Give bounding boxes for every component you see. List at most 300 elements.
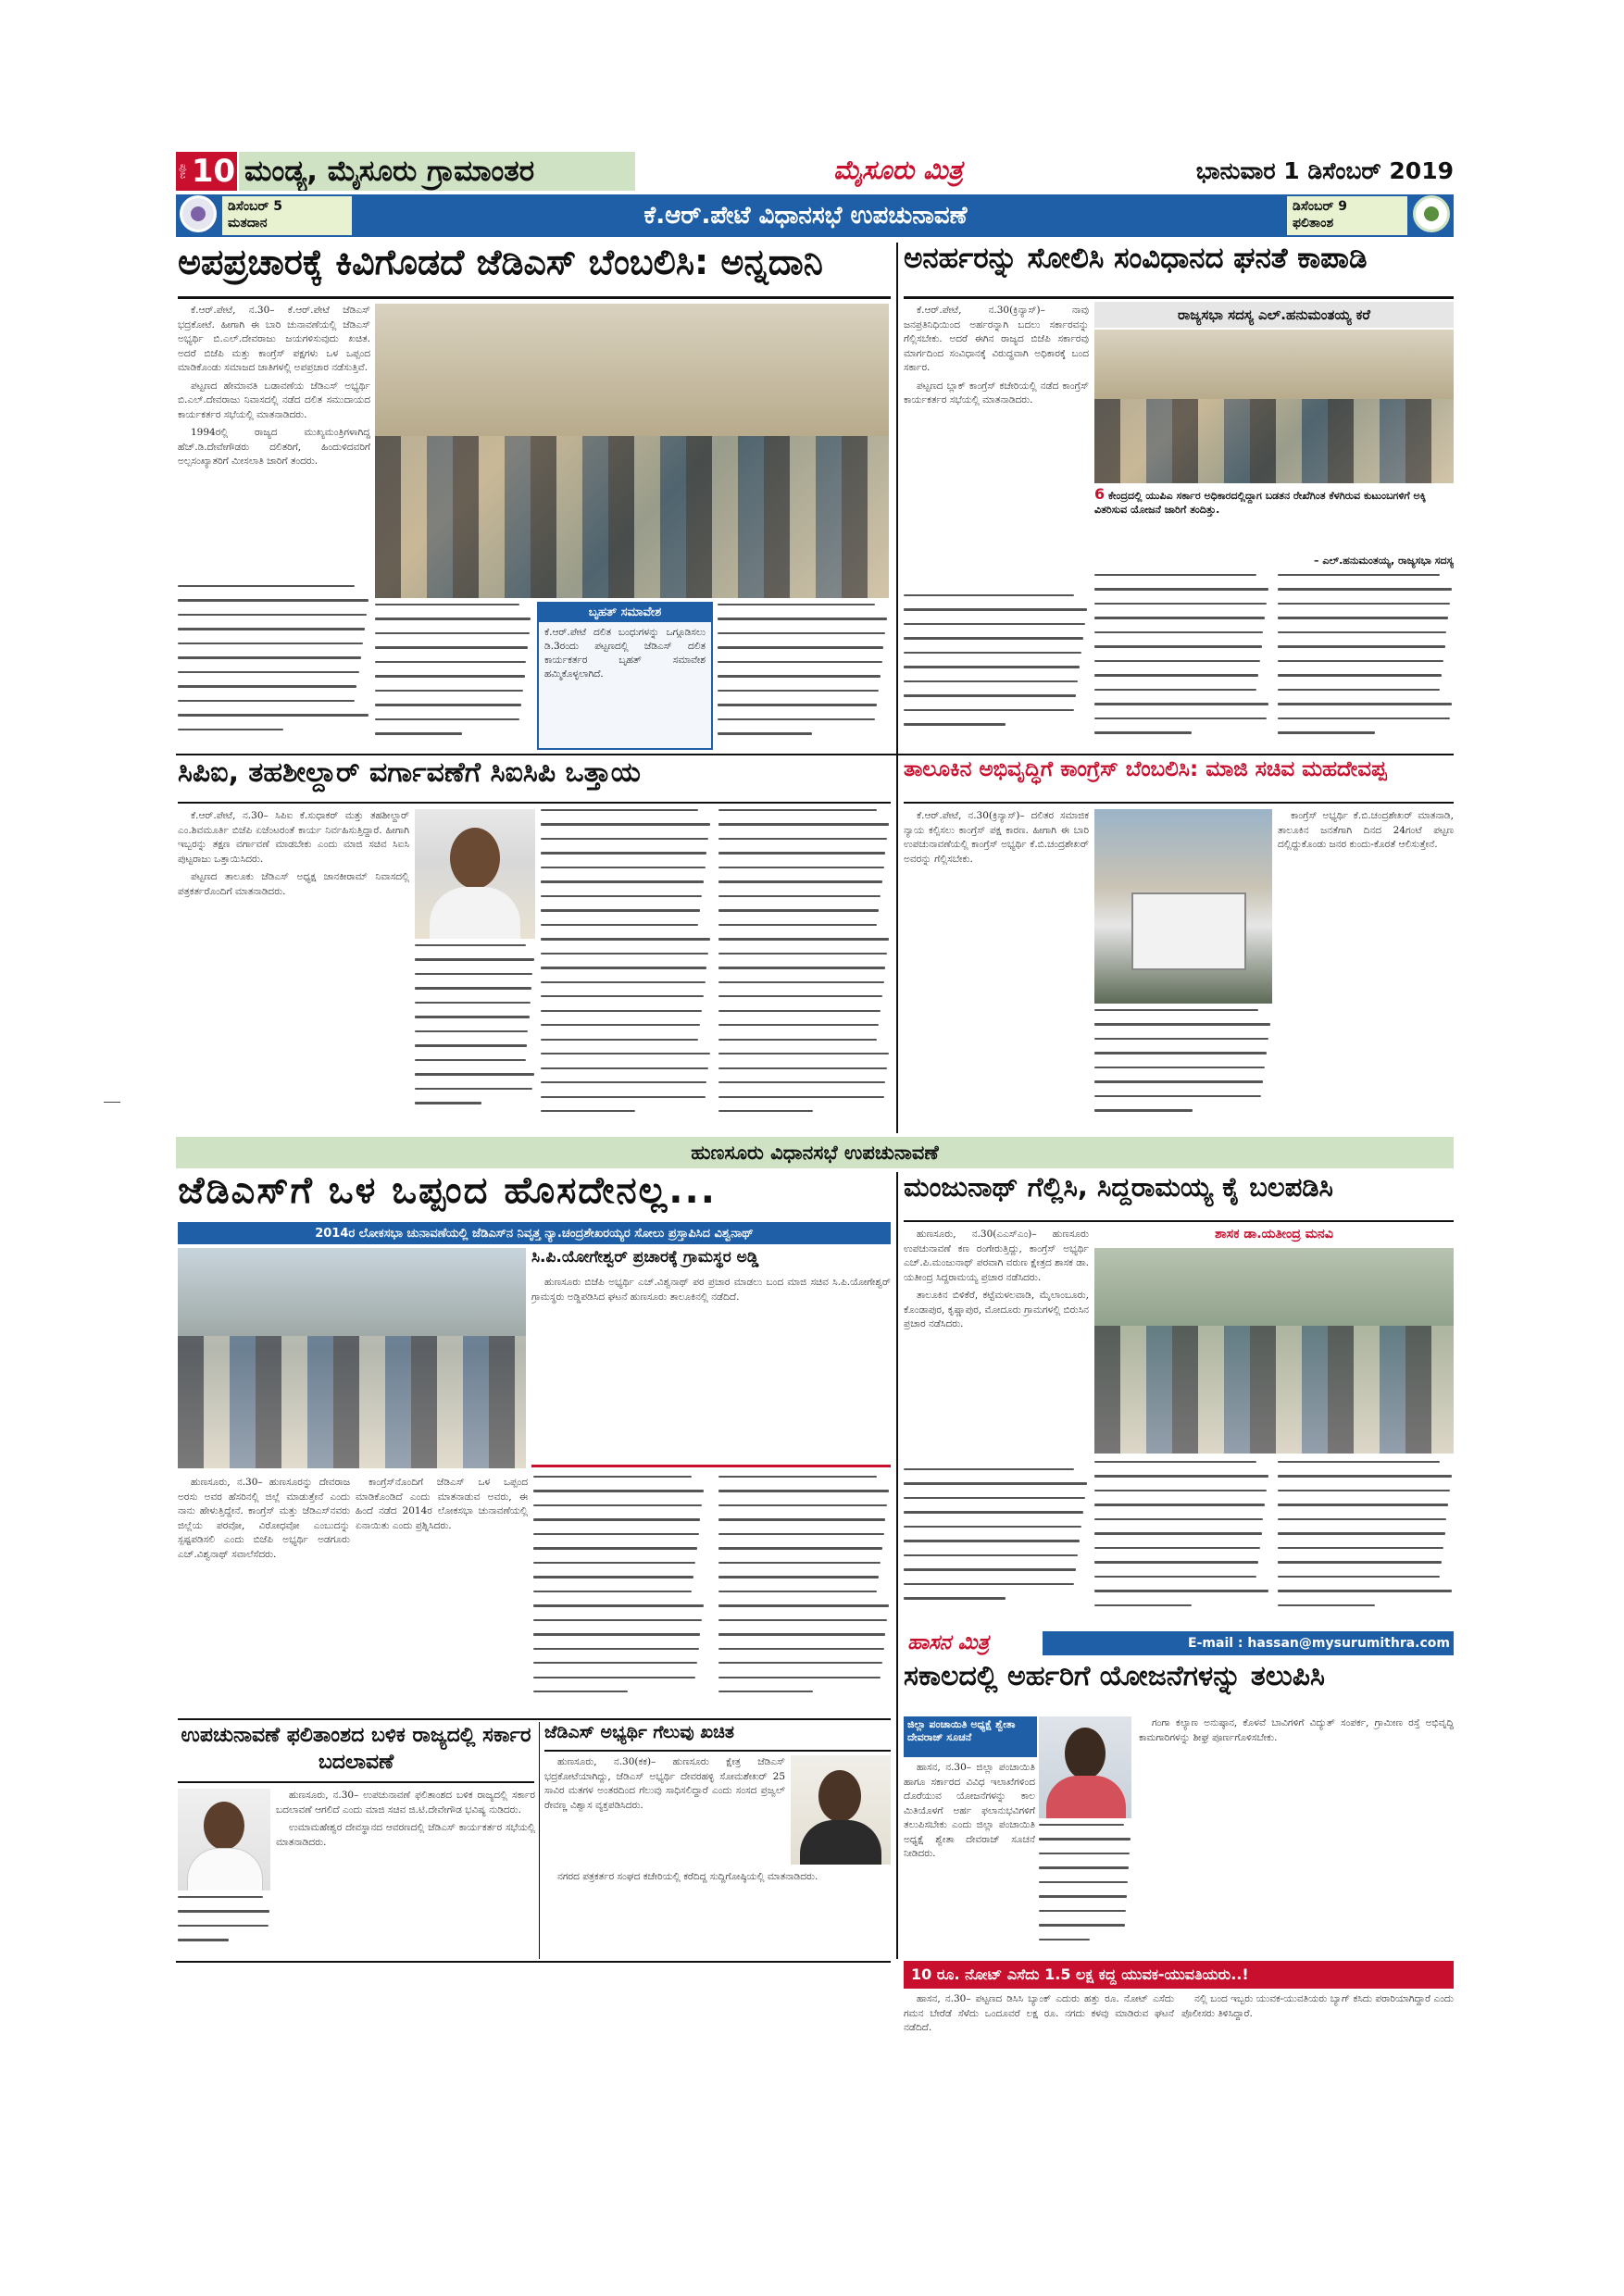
text-line [1278,731,1375,733]
text-line [904,709,1074,711]
text-line [1094,1095,1261,1097]
text-line [718,1010,881,1012]
text-line [904,1597,1006,1599]
text-line [904,680,1078,682]
story4-headline: ತಾಲೂಕಿನ ಅಭಿವೃದ್ಧಿಗೆ ಕಾಂಗ್ರೆಸ್ ಬೆಂಬಲಿಸಿ: ಮಾಜಿ ಸಚಿವ ಮಹದೇವಪ್ಪ [904,759,1387,781]
portrait-body [430,887,520,939]
text-line [1278,703,1452,705]
portrait-body [1046,1776,1126,1818]
text-line [541,909,700,911]
story6-para-1: ಹುಣಸೂರು, ನ.30(ಎಎಸ್‌ಎಂ)– ಹುಣಸೂರು ಉಪಚುನಾವಣೆ ಕಣ ರಂಗೇರುತ್ತಿದ್ದು, ಕಾಂಗ್ರೆಸ್ ಅಭ್ಯರ್ಥಿ ಎಚ್.ಪಿ.ಮಂಜುನಾಥ್ ಪರವಾಗಿ ವರುಣ ಕ್ಷೇತ್ರದ ಶಾಸಕ ಡಾ. ಯತೀಂದ್ರ ಸಿದ್ದರಾಮಯ್ಯ ಪ್ರಚಾರ ನಡೆಸಿದರು. [904,1229,1089,1283]
text-line [718,981,884,983]
text-line [904,1497,1085,1499]
page-number: 10 [191,153,236,190]
text-line [375,632,530,634]
text-line [1278,689,1440,691]
column-divider-mid [896,755,898,1133]
story7-8-divider [539,1722,540,1959]
hunsur-band: ಹುಣಸೂರು ವಿಧಾನಸಭೆ ಉಪಚುನಾವಣೆ [176,1137,1454,1168]
story4-body-col3 [1278,809,1454,1129]
text-line [718,1490,889,1491]
story2-para-2: ಪಟ್ಟಣದ ಬ್ಲಾಕ್ ಕಾಂಗ್ರೆಸ್ ಕಚೇರಿಯಲ್ಲಿ ನಡೆದ ಕಾಂಗ್ರೆಸ್ ಕಾರ್ಯಕರ್ತರ ಸಭೆಯಲ್ಲಿ ಮಾತನಾಡಿದರು. [904,380,1089,406]
story7-headline-box [178,1722,534,1779]
text-line [718,1476,877,1478]
text-line [178,599,369,601]
story2-caption-author: – ಎಲ್.ಹನುಮಂತಯ್ಯ, ರಾಜ್ಯಸಭಾ ಸದಸ್ಯ [1314,555,1454,567]
portrait-head [818,1770,861,1822]
story6-kicker: ಶಾಸಕ ಡಾ.ಯತೀಂದ್ರ ಮನವಿ [1215,1228,1333,1242]
hassan-brief-headline: 10 ರೂ. ನೋಟ್ ಎಸೆದು 1.5 ಲಕ್ಷ ಕದ್ದ ಯುವಕ-ಯುವತಿಯರು..! [904,1961,1454,1989]
story5-photo [178,1248,526,1468]
text-line [1039,1824,1124,1826]
text-line [718,1604,889,1606]
section-rule-2 [176,754,1454,755]
text-line [541,880,704,882]
story5-strap: 2014ರ ಲೋಕಸಭಾ ಚುನಾವಣೆಯಲ್ಲಿ ಜೆಡಿಎಸ್‌ನ ನಿವೃತ್ತ ನ್ಯಾ.ಚಂದ್ರಶೇಖರಯ್ಯರ ಸೋಲು ಪ್ರಸ್ತಾಪಿಸಿದ ವಿಶ್ವನಾಥ್ [178,1222,891,1244]
story1-text-col3 [718,604,889,747]
text-line [1094,731,1192,733]
text-line [541,1039,698,1041]
text-line [718,967,885,968]
text-line [1094,1490,1267,1491]
text-line [541,852,706,854]
hassan-brief-body-2 [1181,1992,1454,2118]
text-line [1094,617,1265,618]
story4-text-col2 [1094,1009,1272,1129]
text-line [1094,1576,1256,1578]
story7-para-2: ಉಮಾಮಹೇಶ್ವರ ದೇವಸ್ಥಾನದ ಆವರಣದಲ್ಲಿ ಜೆಡಿಎಸ್ ಕಾರ್ಯಕರ್ತರ ಸಭೆಯಲ್ಲಿ ಮಾತನಾಡಿದರು. [276,1822,535,1848]
text-line [718,995,882,997]
text-line [718,604,875,605]
result-badge [1413,195,1450,232]
text-line [178,671,359,673]
caption-marker: 6 [1094,487,1106,503]
story8-body-2 [544,1870,891,1955]
story8-headline: ಜೆಡಿಎಸ್ ಅಭ್ಯರ್ಥಿ ಗೆಲುವು ಖಚಿತ [544,1724,734,1742]
text-line [1278,674,1442,676]
story2-caption [1094,487,1454,554]
text-line [375,690,523,692]
story2-photo [1094,330,1454,483]
text-line [1278,645,1445,647]
text-line [718,1067,887,1069]
story7-body [276,1789,535,1955]
text-line [718,895,881,897]
text-line [1094,645,1262,647]
story5-sub-body [531,1276,891,1457]
text-line [1039,1895,1127,1897]
text-line [1278,631,1446,633]
text-line [718,1677,881,1678]
text-line [1094,588,1268,590]
story7-headline: ಉಪಚುನಾವಣೆ ಫಲಿತಾಂಶದ ಬಳಿಕ ರಾಜ್ಯದಲ್ಲಿ ಸರ್ಕಾರ ಬದಲಾವಣೆ [181,1724,531,1774]
text-line [718,661,882,663]
text-line [533,1591,692,1592]
story5-sub-text: ಹುಣಸೂರು ಬಿಜೆಪಿ ಅಭ್ಯರ್ಥಿ ಎಚ್.ವಿಶ್ವನಾಥ್ ಪರ ಪ್ರಚಾರ ಮಾಡಲು ಬಂದ ಮಾಜಿ ಸಚಿವ ಸಿ.ಪಿ.ಯೋಗೇಶ್ವರ್ ಗ್ರಾಮಸ್ಥರು ಅಡ್ಡಿಪಡಿಸಿದ ಘಟನೆ ಹುಣಸೂರು ತಾಲೂಕಿನಲ್ಲಿ ನಡೆದಿದೆ. [531,1277,891,1303]
section-rule-4 [178,1718,891,1720]
portrait-head [450,828,500,889]
text-line [718,1619,887,1621]
text-line [375,618,531,619]
text-line [1278,660,1443,662]
text-line [533,1691,628,1692]
text-line [415,1044,527,1046]
text-line [718,909,879,911]
text-line [415,1059,526,1061]
text-line [1278,1590,1452,1591]
story2-text-col1-cont [904,594,1089,747]
text-line [1278,1532,1445,1534]
text-line [541,967,706,968]
text-line [375,732,462,734]
text-line [1278,1518,1446,1520]
text-line [904,623,1085,625]
portrait-body [187,1848,263,1890]
hassan-kicker: ಜಿಲ್ಲಾ ಪಂಚಾಯಿತಿ ಅಧ್ಯಕ್ಷೆ ಶ್ವೇತಾ ದೇವರಾಜ್ ಸೂಚನೆ [907,1718,1016,1743]
text-line [1278,1490,1450,1491]
text-line [1094,574,1256,576]
vehicle-shape [1131,892,1246,970]
story2-para-1: ಕೆ.ಆರ್.ಪೇಟೆ, ನ.30(ಕ್ರಿನ್ಯಾಸ್)– ನಾವು ಜನಪ್ರತಿನಿಧಿಯಿಂದ ಅರ್ಹರನ್ನಾಗಿ ಬದಲು ಸರ್ಕಾರವನ್ನು ಗೆಲ್ಲಿಸಬೇಕು. ಅದರೆ ಈಗಿನ ರಾಜ್ಯದ ಬಿಜೆಪಿ ಸರ್ಕಾರವು ಮಾರ್ಗದಿಂದ ಸಂವಿಧಾನಕ್ಕೆ ವಿರುದ್ಧವಾಗಿ ಅಧಿಕಾರಕ್ಕೆ ಬಂದ ಸರ್ಕಾರ. [904,305,1089,373]
hassan-text-col2 [1039,1824,1131,1955]
text-line [1094,1561,1258,1563]
story5-body-col2 [356,1476,528,1716]
text-line [1094,703,1268,705]
story3-para-1: ಕೆ.ಆರ್.ಪೇಟೆ, ನ.30– ಸಿಪಿಐ ಕೆ.ಸುಧಾಕರ್ ಮತ್ತು ತಹಶೀಲ್ದಾರ್ ಎಂ.ಶಿವಮೂರ್ತಿ ಬಿಜೆಪಿ ಏಜೆಂಟರಂತೆ ಕಾರ್ಯ ನಿರ್ವಹಿಸುತ್ತಿದ್ದಾರೆ. ಹೀಗಾಗಿ ಇಬ್ಬರನ್ನು ತಕ್ಷಣ ವರ್ಗಾವಣೆ ಮಾಡಬೇಕು ಎಂದು ಮಾಜಿ ಸಚಿವ ಸಿಐಸಿ ಪುಟ್ಟರಾಜು ಒತ್ತಾಯಿಸಿದರು. [178,810,409,865]
story2-rule [904,296,1454,299]
text-line [1039,1838,1131,1840]
text-line [1094,1052,1267,1054]
text-line [375,604,519,605]
text-line [1094,718,1267,719]
story1-body [178,304,370,581]
text-line [533,1562,695,1564]
text-line [1278,1504,1448,1505]
text-line [718,938,889,940]
text-line [533,1476,692,1478]
text-line [1094,674,1258,676]
text-line [1278,617,1448,618]
story2-text-col3 [1278,574,1454,748]
text-line [718,704,877,705]
text-line [1039,1924,1125,1926]
story6-text-col2 [1094,1461,1270,1626]
text-line [718,1504,887,1506]
story8-para-2: ನಗರದ ಪತ್ರಕರ್ತರ ಸಂಘದ ಕಚೇರಿಯಲ್ಲಿ ಕರೆದಿದ್ದ ಸುದ್ದಿಗೋಷ್ಠಿಯಲ್ಲಿ ಮಾತನಾಡಿದರು. [557,1871,818,1882]
text-line [1039,1910,1126,1912]
text-line [1094,1475,1268,1477]
text-line [415,1102,481,1104]
text-line [718,1633,885,1635]
story1-text-col2 [375,604,532,747]
bottom-rule [176,1961,891,1963]
text-line [541,981,706,983]
story5-sub-rule [531,1465,891,1467]
text-line [178,700,355,702]
section-title: ಮಂಡ್ಯ, ಮೈಸೂರು ಗ್ರಾಮಾಂತರ [239,152,635,191]
story5-text-col3 [533,1476,706,1712]
text-line [1039,1853,1130,1854]
text-line [541,809,698,811]
text-line [533,1619,702,1621]
text-line [1094,1038,1268,1040]
text-line [718,732,812,734]
story6-body [904,1228,1089,1464]
story1-para-3: 1994ರಲ್ಲಿ ರಾಜ್ಯದ ಮುಖ್ಯಮಂತ್ರಿಗಳಾಗಿದ್ದ ಹೆಚ್.ಡಿ.ದೇವೇಗೌಡರು ದಲಿತರಿಗೆ, ಹಿಂದುಳಿದವರಿಗೆ ಅಲ್ಪಸಂಖ್ಯಾತರಿಗೆ ಮೀಸಲಾತಿ ಜಾರಿಗೆ ತಂದರು. [178,427,370,467]
text-line [904,1526,1081,1528]
text-line [1094,631,1263,633]
text-line [1094,1080,1263,1082]
text-line [1278,1576,1440,1578]
crop-mark [104,1102,120,1103]
text-line [1039,1866,1129,1868]
story2-caption-text: ಕೇಂದ್ರದಲ್ಲಿ ಯುಪಿಎ ಸರ್ಕಾರ ಅಧಿಕಾರದಲ್ಲಿದ್ದಾಗ ಬಡತನ ರೇಖೆಗಿಂತ ಕೆಳಗಿರುವ ಕುಟುಂಬಗಳಿಗೆ ಅಕ್ಕಿ ವಿತರಿಸುವ ಯೋಜನೆ ಜಾರಿಗೆ ತಂದಿತ್ತು. [1094,490,1426,516]
text-line [718,690,879,692]
text-line [904,1540,1080,1541]
text-line [718,1547,882,1549]
story3-text-col4 [718,809,891,1129]
story6-headline: ಮಂಜುನಾಥ್ ಗೆಲ್ಲಿಸಿ, ಸಿದ್ದರಾಮಯ್ಯ ಕೈ ಬಲಪಡಿಸಿ [904,1174,1333,1203]
text-line [718,1533,884,1535]
portrait-head [1065,1728,1106,1779]
issue-date: ಭಾನುವಾರ 1 ಡಿಸೆಂಬರ್ 2019 [1195,157,1454,184]
story6-rule [904,1220,1454,1222]
story5-para-1: ಹುಣಸೂರು, ನ.30– ಹುಣಸೂರನ್ನು ದೇವರಾಜ ಅರಸು ಅವರ ಹೆಸರಿನಲ್ಲಿ ಜಿಲ್ಲೆ ಮಾಡುತ್ತೇನೆ ಎಂದು ನಾನು ಹೇಳುತ್ತಿದ್ದೇನೆ. ಕಾಂಗ್ರೆಸ್ ಮತ್ತು ಜೆಡಿಎಸ್‌ನವರು ಜಿಲ್ಲೆಯ ಪರವೋ, ವಿರೋಧವೋ ಎಂಬುದನ್ನು ಸ್ಪಷ್ಟಪಡಿಸಲಿ ಎಂದು ಬಿಜೆಪಿ ಅಭ್ಯರ್ಥಿ ಅಡಗೂರು ಎಚ್.ವಿಶ್ವನಾಥ್ ಸವಾಲೆಸೆದರು. [178,1477,350,1560]
election-band-title: ಕೆ.ಆರ್.ಪೇಟೆ ವಿಧಾನಸಭೆ ಉಪಚುನಾವಣೆ [643,202,968,230]
story4-para-2: ಕಾಂಗ್ರೆಸ್ ಅಭ್ಯರ್ಥಿ ಕೆ.ಬಿ.ಚಂದ್ರಶೇಖರ್ ಮಾತನಾಡಿ, ತಾಲೂಕಿನ ಜನತೆಗಾಗಿ ದಿನದ 24ಗಂಟೆ ಪಟ್ಟಣ ದಲ್ಲಿದ್ದುಕೊಂಡು ಜನರ ಕುಂದು-ಕೊರತೆ ಆಲಿಸುತ್ತೇನೆ. [1278,810,1454,850]
text-line [375,661,526,663]
text-line [718,1110,813,1112]
text-line [541,1096,706,1098]
text-line [718,718,875,720]
hassan-para-1: ಹಾಸನ, ನ.30– ಜಿಲ್ಲಾ ಪಂಚಾಯಿತಿ ಹಾಗೂ ಸರ್ಕಾರದ ವಿವಿಧ ಇಲಾಖೆಗಳಿಂದ ದೊರೆಯುವ ಯೋಜನೆಗಳನ್ನು ಕಾಲ ಮಿತಿಯೊಳಗೆ ಅರ್ಹ ಫಲಾನುಭವಿಗಳಿಗೆ ತಲುಪಿಸಬೇಕು ಎಂದು ಜಿಲ್ಲಾ ಪಂಚಾಯಿತಿ ಅಧ್ಯಕ್ಷೆ ಶ್ವೇತಾ ದೇವರಾಜ್ ಸೂಚನೆ ನೀಡಿದರು. [904,1762,1035,1859]
result-label: ಫಲಿತಾಂಶ [1293,216,1334,231]
story1-para-2: ಪಟ್ಟಣದ ಹೇಮಾವತಿ ಬಡಾವಣೆಯ ಜೆಡಿಎಸ್ ಅಭ್ಯರ್ಥಿ ಬಿ.ಎಲ್.ದೇವರಾಜು ನಿವಾಸದಲ್ಲಿ ನಡೆದ ದಲಿತ ಸಮುದಾಯದ ಕಾರ್ಯಕರ್ತರ ಸಭೆಯಲ್ಲಿ ಮಾತನಾಡಿದರು. [178,380,370,420]
text-line [1278,1547,1443,1549]
text-line [1094,689,1256,691]
story1-para-1: ಕೆ.ಆರ್.ಪೇಟೆ, ನ.30– ಕೆ.ಆರ್.ಪೇಟೆ ಜೆಡಿಎಸ್ ಭದ್ರಕೋಟೆ. ಹೀಗಾಗಿ ಈ ಬಾರಿ ಚುನಾವಣೆಯಲ್ಲಿ ಜೆಡಿಎಸ್ ಅಭ್ಯರ್ಥಿ ಬಿ.ಎಲ್.ದೇವರಾಜು ಜಯಗಳಿಸುವುದು ಖಚಿತ. ಅದರೆ ಬಿಜೆಪಿ ಮತ್ತು ಕಾಂಗ್ರೆಸ್ ಪಕ್ಷಗಳು ಒಳ ಒಪ್ಪಂದ ಮಾಡಿಕೊಂಡು ಸಮಾಜದ ಜಾತಿಗಳಲ್ಲಿ ಅಪಪ್ರಚಾರ ನಡೆಸುತ್ತಿವೆ. [178,305,370,373]
text-line [1278,603,1450,605]
text-line [1278,1461,1440,1463]
text-line [904,1468,1074,1470]
poll-label: ಮತದಾನ [228,216,268,231]
text-line [375,704,521,705]
text-line [415,1088,532,1090]
text-line [375,675,525,677]
text-line [718,1024,879,1026]
text-line [533,1677,695,1678]
hassan-headline: ಸಕಾಲದಲ್ಲಿ ಅರ್ಹರಿಗೆ ಯೋಜನೆಗಳನ್ನು ತಲುಪಿಸಿ [904,1663,1325,1692]
story1-box-text: ಕೆ.ಆರ್.ಪೇಟೆ ದಲಿತ ಬಂಧುಗಳನ್ನು ಒಗ್ಗೂಡಿಸಲು ಡಿ.3ರಂದು ಪಟ್ಟಣದಲ್ಲಿ ಜೆಡಿಎಸ್ ದಲಿತ ಕಾರ್ಯಕರ್ತರ ಬೃಹತ್ ಸಮಾವೇಶ ಹಮ್ಮಿಕೊಳ್ಳಲಾಗಿದೆ. [544,627,706,680]
text-line [1278,1604,1375,1606]
text-line [541,895,702,897]
text-line [533,1490,704,1491]
text-line [178,614,367,616]
text-line [718,618,887,619]
text-line [541,1110,635,1112]
text-line [533,1633,700,1635]
story8-portrait [791,1755,891,1865]
story5-body [178,1476,350,1716]
text-line [718,632,885,634]
text-line [415,987,531,989]
text-line [1094,1504,1265,1505]
story3-body [178,809,409,1129]
text-line [718,1662,882,1664]
text-line [415,1073,534,1075]
text-line [718,880,882,882]
text-line [718,1081,885,1083]
text-line [375,646,528,648]
text-line [904,1511,1083,1513]
story5-text-col4 [718,1476,891,1712]
hassan-brand: ಹಾಸನ ಮಿತ್ರ [904,1629,1043,1657]
hassan-kicker-box [904,1716,1037,1757]
text-line [415,944,526,946]
text-line [541,867,706,868]
story6-photo [1094,1248,1454,1454]
text-line [415,958,534,960]
text-line [415,973,532,975]
text-line [541,1067,708,1069]
text-line [718,924,877,926]
hassan-body [904,1761,1035,1957]
text-line [718,1518,885,1520]
story3-para-2: ಪಟ್ಟಣದ ತಾಲೂಕು ಜೆಡಿಎಸ್ ಅಧ್ಯಕ್ಷ ಜಾನಕೀರಾಮ್ ನಿವಾಸದಲ್ಲಿ ಪತ್ರಕರ್ತರೊಂದಿಗೆ ಮಾತನಾಡಿದರು. [178,871,409,897]
portrait-body [800,1820,881,1865]
text-line [533,1547,697,1549]
story6-text-col3 [1278,1461,1454,1626]
text-line [1094,603,1267,605]
hassan-body-col3 [1139,1716,1454,1955]
story1-rule [178,296,891,299]
text-line [1278,718,1450,719]
story8-para-1: ಹುಣಸೂರು, ನ.30(ಕಕ)– ಹುಣಸೂರು ಕ್ಷೇತ್ರ ಜೆಡಿಎಸ್ ಭದ್ರಕೋಟೆಯಾಗಿದ್ದು, ಜೆಡಿಎಸ್ ಅಭ್ಯರ್ಥಿ ದೇವರಹಳ್ಳಿ ಸೋಮಶೇಖರ್ 25 ಸಾವಿರ ಮತಗಳ ಅಂತರದಿಂದ ಗೆಲುವು ಸಾಧಿಸಲಿದ್ದಾರೆ ಎಂದು ಸಂಸದ ಪ್ರಜ್ವಲ್ ರೇವಣ್ಣ ವಿಶ್ವಾಸ ವ್ಯಕ್ತಪಡಿಸಿದರು. [544,1756,785,1811]
story2-kicker: ರಾಜ್ಯಸಭಾ ಸದಸ್ಯ ಎಲ್.ಹನುಮಂತಯ್ಯ ಕರೆ [1094,302,1454,328]
story5-para-2: ಕಾಂಗ್ರೆಸ್‌ನೊಂದಿಗೆ ಜೆಡಿಎಸ್ ಒಳ ಒಪ್ಪಂದ ಮಾಡಿಕೊಂಡಿದೆ ಎಂದು ಮಾತನಾಡುವ ಅವರು, ಈ ಹಿಂದೆ ನಡೆದ 2014ರ ಲೋಕಸಭಾ ಚುನಾವಣೆಯಲ್ಲಿ ಏನಾಯಿತು ಎಂದು ಪ್ರಶ್ನಿಸಿದರು. [356,1477,528,1531]
text-line [415,1016,530,1017]
text-line [541,953,708,955]
text-line [541,838,708,840]
text-line [718,1053,889,1054]
text-line [718,1591,877,1592]
poll-date: ಡಿಸೆಂಬರ್ 5 [228,199,283,214]
story7-rule [178,1781,534,1783]
text-line [718,1576,879,1578]
text-line [718,646,883,648]
text-line [178,656,361,658]
text-line [541,924,698,926]
text-line [904,1568,1076,1570]
text-line [718,1039,877,1041]
story2-text-col2 [1094,574,1270,748]
text-line [1094,1067,1265,1068]
hassan-brief-para-2: ನಲ್ಲಿ ಬಂದ ಇಬ್ಬರು ಯುವಕ-ಯುವತಿಯರು ಬ್ಯಾಗ್ ಕಸಿದು ಪರಾರಿಯಾಗಿದ್ದಾರೆ ಎಂದು ಪೊಲೀಸರು ತಿಳಿಸಿದ್ದಾರೆ. [1181,1993,1454,2019]
text-line [1039,1881,1128,1883]
text-line [904,1482,1087,1484]
story7-portrait [178,1789,270,1890]
text-line [178,729,283,730]
result-date: ಡಿಸೆಂಬರ್ 9 [1293,199,1348,214]
story4-body [904,809,1089,1129]
text-line [904,666,1080,668]
text-line [178,643,363,644]
column-divider-top [896,243,898,754]
result-icon [1424,206,1439,221]
page-label: ಪುಟ [177,163,190,180]
paper-logo: ಮೈಸೂರು ಮಿತ್ರ [833,155,963,185]
text-line [1278,588,1452,590]
story3-text-col3 [541,809,712,1129]
text-line [541,995,704,997]
text-line [718,838,887,840]
text-line [541,1010,702,1012]
story1-photo [375,304,889,598]
text-line [415,1030,528,1032]
text-line [1278,1561,1442,1563]
text-line [718,1562,881,1564]
text-line [1094,1532,1262,1534]
result-date-box [1287,196,1407,235]
text-line [1278,1475,1452,1477]
text-line [1278,574,1440,576]
text-line [533,1648,699,1650]
text-line [1094,1518,1263,1520]
text-line [1094,1023,1270,1025]
text-line [718,1096,884,1098]
text-line [541,938,710,940]
story1-headline: ಅಪಪ್ರಚಾರಕ್ಕೆ ಕಿವಿಗೊಡದೆ ಜೆಡಿಎಸ್ ಬೆಂಬಲಿಸಿ: ಅನ್ನದಾನಿ [178,244,823,282]
text-line [718,953,887,955]
text-line [718,675,881,677]
story4-para-1: ಕೆ.ಆರ್.ಪೇಟೆ, ನ.30(ಕ್ರಿನ್ಯಾಸ್)– ದಲಿತರ ಸಮಾಜಿಕ ನ್ಯಾಯ ಕಲ್ಪಿಸಲು ಕಾಂಗ್ರೆಸ್ ಪಕ್ಷ ಕಾರಣ. ಹೀಗಾಗಿ ಈ ಬಾರಿ ಉಪಚುನಾವಣೆಯಲ್ಲಿ ಕಾಂಗ್ರೆಸ್ ಅಭ್ಯರ್ಥಿ ಕೆ.ಬಿ.ಚಂದ್ರಶೇಖರ್ ಅವರನ್ನು ಗೆಲ್ಲಿಸಬೇಕು. [904,810,1089,865]
text-line [1094,660,1260,662]
story3-rule [178,802,891,804]
text-line [541,823,710,825]
text-line [178,685,356,687]
hassan-portrait [1039,1716,1131,1818]
text-line [1094,1009,1258,1011]
text-line [1094,1461,1256,1463]
text-line [718,809,877,811]
text-line [533,1533,699,1535]
text-line [178,1925,269,1927]
poll-badge [180,195,217,232]
text-line [533,1604,704,1606]
story8-body [544,1755,785,1866]
story7-text-cont [178,1896,270,1955]
text-line [1094,1547,1260,1549]
story6-para-2: ತಾಲೂಕಿನ ಬಿಳಿಕೆರೆ, ಕಟ್ಟೆಮಳಲವಾಡಿ, ಮೈಲಾಂಬೂರು, ಕೊಂಡಾಪುರ, ಕೃಷ್ಣಾಪುರ, ಮೋದೂರು ಗ್ರಾಮಗಳಲ್ಲಿ ಬಿರುಸಿನ ಪ್ರಚಾರ ನಡೆಸಿದರು. [904,1290,1089,1329]
text-line [178,628,365,630]
story1-box [537,602,713,750]
story6-text-col1 [904,1468,1089,1626]
story1-text-col1-cont [178,585,370,747]
text-line [904,1583,1074,1585]
text-line [178,714,369,716]
text-line [904,723,1006,725]
story3-portrait [415,809,535,939]
text-line [904,1554,1078,1556]
text-line [375,718,519,720]
story2-headline: ಅನರ್ಹರನ್ನು ಸೋಲಿಸಿ ಸಂವಿಧಾನದ ಘನತೆ ಕಾಪಾಡಿ [904,244,1368,275]
text-line [178,1896,263,1898]
text-line [533,1504,702,1506]
text-line [178,1939,229,1940]
story3-text-col2 [415,944,535,1129]
text-line [541,1081,706,1083]
text-line [415,1002,531,1004]
